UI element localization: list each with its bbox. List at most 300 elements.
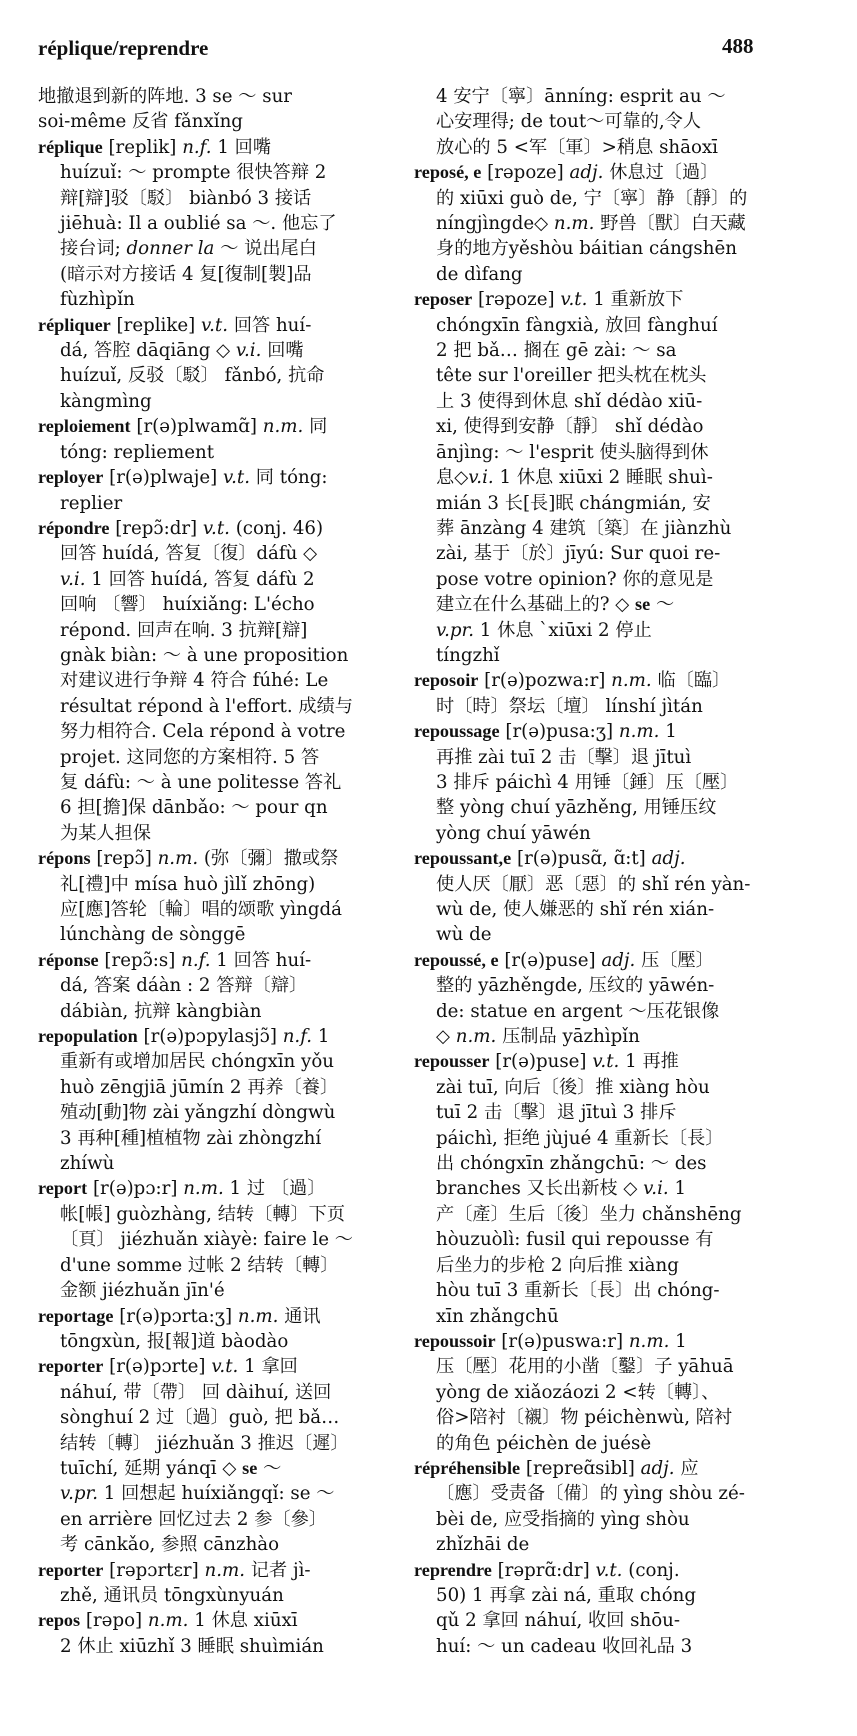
dictionary-line (414, 948, 812, 973)
entry-text: 1 再推 (619, 1051, 679, 1073)
headword: reposé, e (414, 162, 482, 183)
entry-text: 1 回嘴 (211, 136, 272, 158)
dictionary-line (38, 745, 421, 770)
entry-text: 身的地方yěshòu báitian cángshēn (436, 238, 737, 260)
dictionary-line (38, 1405, 421, 1430)
entry-text: 1 拿回 (238, 1356, 298, 1378)
dictionary-line (414, 541, 812, 566)
dictionary-line (414, 1253, 812, 1278)
dictionary-line (414, 1634, 812, 1659)
entry-text: kàngmìng (60, 390, 152, 412)
entry-text: (弥〔彌〕撒或祭 (198, 848, 339, 870)
entry-text: 心安理得; de tout～可靠的,令人 (436, 111, 702, 133)
dictionary-line (414, 1329, 812, 1354)
entry-text: 2 休止 xiūzhǐ 3 睡眠 shuìmián (60, 1635, 324, 1657)
part-of-speech: adj. (601, 949, 636, 971)
entry-text: [repɔ̃:dr] (109, 517, 203, 539)
dictionary-line (414, 719, 812, 744)
entry-text: 息◇ (436, 467, 469, 489)
entry-text: dábiàn, 抗辩 kàngbiàn (60, 1000, 262, 1022)
entry-text: níngjìngde◇ (436, 213, 554, 235)
entry-text: [rəprɑ̃:dr] (491, 1559, 596, 1581)
headword: répliquer (38, 314, 111, 335)
entry-text: 1 (312, 1026, 330, 1048)
part-of-speech: n.f. (182, 136, 212, 158)
entry-text: chóngxīn fàngxià, 放回 fànghuí (436, 314, 718, 336)
entry-text: 应 (674, 1457, 699, 1479)
dictionary-line (414, 1126, 812, 1151)
headword: se (635, 594, 651, 615)
entry-text: 礼[禮]中 mísa huò jìlǐ zhōng) (60, 873, 316, 895)
part-of-speech: adj. (640, 1457, 675, 1479)
entry-text: 时〔時〕祭坛〔壇〕 línshí jìtán (436, 695, 703, 717)
entry-text: ānjìng: ～ l'esprit 使头脑得到休 (436, 441, 709, 463)
dictionary-line (38, 694, 421, 719)
entry-text: 俗>陪衬〔襯〕物 péichènwù, 陪衬 (436, 1407, 733, 1429)
entry-text: (conj. 46) (229, 517, 324, 539)
entry-text: [r(ə)plwaje] (103, 467, 224, 489)
headword: repoussage (414, 721, 500, 742)
entry-text: 整的 yāzhěngde, 压纹的 yāwén- (436, 975, 715, 997)
dictionary-line (38, 109, 421, 134)
entry-text: de: statue en argent ～压花银像 (436, 1000, 720, 1022)
entry-text: 3 排斥 páichì 4 用锤〔錘〕压〔壓〕 (436, 771, 739, 793)
dictionary-line (414, 1176, 812, 1201)
entry-text: 回嘴 (261, 340, 304, 362)
dictionary-line (38, 1075, 421, 1100)
dictionary-line (414, 770, 812, 795)
entry-text: [repreɑ̃sibl] (520, 1457, 641, 1479)
dictionary-line (38, 1100, 421, 1125)
dictionary-line (38, 770, 421, 795)
dictionary-line (38, 897, 421, 922)
entry-text: hòuzuòlì: fusil qui repousse 有 (436, 1229, 714, 1251)
dictionary-line (38, 999, 421, 1024)
dictionary-line (414, 1354, 812, 1379)
entry-text: huí: ～ un cadeau 收回礼品 3 (436, 1635, 693, 1657)
entry-text: jiēhuà: Il a oublié sa ～. 他忘了 (60, 213, 337, 235)
dictionary-line (38, 973, 421, 998)
headword: reploiement (38, 416, 131, 437)
dictionary-line (38, 1304, 421, 1329)
dictionary-line (38, 1558, 421, 1583)
dictionary-line (38, 872, 421, 897)
part-of-speech: adj. (569, 162, 604, 184)
dictionary-line (414, 516, 812, 541)
entry-text: replier (60, 492, 123, 514)
dictionary-line (414, 287, 812, 312)
part-of-speech: n.m. (157, 848, 199, 870)
dictionary-line (38, 1354, 421, 1379)
entry-text: wù de (436, 924, 492, 946)
dictionary-line (414, 1532, 812, 1557)
dictionary-line (414, 465, 812, 490)
part-of-speech: n.m. (204, 1559, 246, 1581)
entry-text: 接台词; (60, 238, 127, 260)
dictionary-line (38, 491, 421, 516)
entry-text: 地撤退到新的阵地. 3 se ～ sur (38, 86, 293, 107)
dictionary-line (38, 1126, 421, 1151)
entry-text: [r(ə)puswa:r] (495, 1330, 629, 1352)
dictionary-line (414, 1304, 812, 1329)
dictionary-line (414, 1202, 812, 1227)
entry-text: tōngxùn, 报[報]道 bàodào (60, 1330, 289, 1352)
dictionary-line (38, 211, 421, 236)
headword: repoussé, e (414, 949, 499, 970)
dictionary-line (38, 465, 421, 490)
headword: reployer (38, 467, 104, 488)
dictionary-line (414, 1405, 812, 1430)
entry-text: 回响 〔響〕 huíxiǎng: L'écho (60, 594, 315, 616)
dictionary-line (414, 922, 812, 947)
entry-text: tuīchí, 延期 yánqī ◇ (60, 1457, 243, 1479)
entry-text: ～ (257, 1457, 282, 1479)
dictionary-line (38, 1329, 421, 1354)
dictionary-line (414, 186, 812, 211)
dictionary-line (414, 109, 812, 134)
entry-text: yòng de xiǎozáozi 2 <转〔轉〕、 (436, 1381, 720, 1403)
entry-text: tóng: repliement (60, 441, 215, 463)
dictionary-line (38, 389, 421, 414)
entry-text: répond. 回声在响. 3 抗辩[辯] (60, 619, 308, 641)
headword: reprendre (414, 1559, 492, 1580)
entry-text: 金额 jiézhuǎn jīn'é (60, 1280, 225, 1302)
entry-text: qǔ 2 拿回 náhuí, 收回 shōu- (436, 1610, 681, 1632)
dictionary-line (414, 1583, 812, 1608)
dictionary-line (38, 516, 421, 541)
entry-text: gnàk biàn: ～ à une proposition (60, 644, 349, 666)
dictionary-line (414, 1481, 812, 1506)
entry-text: 出 chóngxīn zhǎngchū: ～ des (436, 1153, 707, 1175)
dictionary-line (38, 1583, 421, 1608)
dictionary-line (414, 1456, 812, 1481)
dictionary-line (414, 1558, 812, 1583)
entry-text: wù de, 使人嫌恶的 shǐ rén xián- (436, 899, 715, 920)
part-of-speech: v.pr. (436, 619, 475, 641)
dictionary-line (38, 1532, 421, 1557)
entry-text: 1 (668, 1178, 687, 1200)
headword: repoussant,e (414, 848, 512, 869)
dictionary-line (38, 1634, 421, 1659)
part-of-speech: n.f. (282, 1026, 313, 1048)
dictionary-line (38, 795, 421, 820)
entry-text: ～ (650, 594, 675, 616)
entry-text: 产〔產〕生后〔後〕坐力 chǎnshēng (436, 1203, 742, 1225)
dictionary-line (414, 211, 812, 236)
entry-text: projet. 这同您的方案相符. 5 答 (60, 746, 320, 768)
dictionary-line (414, 262, 812, 287)
entry-text: [r(ə)pɔpylasjɔ̃] (137, 1026, 283, 1048)
part-of-speech: v.t. (560, 289, 588, 311)
part-of-speech: v.t. (201, 314, 229, 336)
dictionary-line (414, 1075, 812, 1100)
running-head: réplique/reprendre (38, 36, 209, 60)
dictionary-line (414, 491, 812, 516)
headword: reporter (38, 1356, 104, 1377)
entry-text: 再推 zài tuī 2 击〔擊〕退 jītuì (436, 746, 692, 768)
entry-text: [r(ə)pozwa:r] (478, 670, 612, 692)
dictionary-line (414, 567, 812, 592)
entry-text: huízuǐ: ～ prompte 很快答辩 2 (60, 162, 327, 184)
dictionary-line (38, 541, 421, 566)
dictionary-line (414, 363, 812, 388)
dictionary-line (38, 948, 421, 973)
entry-text: 1 休息 `xiūxi 2 停止 (474, 619, 652, 641)
entry-text: 1 重新放下 (587, 289, 684, 311)
dictionary-line (414, 236, 812, 261)
dictionary-line (38, 1456, 421, 1481)
dictionary-line (38, 1507, 421, 1532)
dictionary-line (38, 821, 421, 846)
headword: réplique (38, 136, 103, 157)
dictionary-line (414, 1100, 812, 1125)
entry-text: [replike] (110, 314, 202, 336)
entry-text: 应[應]答轮〔輪〕唱的颂歌 yìngdá (60, 899, 342, 920)
entry-text: 回答 huídá, 答复〔復〕dáfù ◇ (60, 543, 318, 565)
dictionary-line (38, 1608, 421, 1633)
dictionary-line (38, 262, 421, 287)
entry-text: 同 tóng: (250, 467, 328, 489)
entry-text: lúnchàng de sònggē (60, 924, 246, 946)
entry-text: [r(ə)plwamɑ̃] (130, 416, 263, 438)
entry-text: 通讯 (278, 1305, 321, 1327)
dictionary-line (38, 363, 421, 388)
entry-text: 3 再种[種]植植物 zài zhòngzhí (60, 1127, 322, 1149)
entry-text: [rəpoze] (481, 162, 570, 184)
entry-text: dá, 答案 dáàn : 2 答辩〔辯〕 (60, 975, 308, 997)
dictionary-line (38, 1049, 421, 1074)
dictionary-line (414, 1151, 812, 1176)
entry-text: 1 (659, 721, 677, 743)
entry-text: 1 过 〔過〕 (223, 1178, 326, 1200)
part-of-speech: v.i. (235, 340, 262, 362)
dictionary-line (38, 1176, 421, 1201)
page-number: 488 (722, 34, 754, 58)
entry-text: [rəpɔrtɛr] (103, 1559, 205, 1581)
dictionary-line (38, 719, 421, 744)
dictionary-line (38, 1151, 421, 1176)
entry-text: pose votre opinion? 你的意见是 (436, 568, 714, 590)
entry-text: 辩[辯]驳〔駁〕 biànbó 3 接话 (60, 187, 312, 209)
dictionary-line (414, 338, 812, 363)
entry-text: zài, 基于〔於〕jīyú: Sur quoi re- (436, 543, 721, 565)
entry-text: [repɔ̃] (90, 848, 158, 870)
headword: se (242, 1457, 258, 1478)
part-of-speech: n.m. (455, 1026, 497, 1048)
part-of-speech: n.m. (618, 721, 660, 743)
dictionary-line (414, 1380, 812, 1405)
dictionary-line (414, 389, 812, 414)
headword: repos (38, 1610, 81, 1631)
entry-text: yòng chuí yāwén (436, 822, 591, 844)
entry-text: 6 担[擔]保 dānbǎo: ～ pour qn (60, 797, 328, 819)
entry-text: ◇ (436, 1026, 456, 1048)
part-of-speech: n.m. (628, 1330, 670, 1352)
entry-text: 压制品 yāzhìpǐn (496, 1026, 640, 1048)
entry-text: 2 把 bǎ… 搁在 gē zài: ～ sa (436, 340, 677, 362)
entry-text: 1 休息 xiūxī (188, 1610, 298, 1632)
dictionary-line (414, 1049, 812, 1074)
entry-text: 为某人担保 (60, 822, 151, 844)
entry-text: 努力相符合. Cela répond à votre (60, 721, 346, 743)
entry-text: 建立在什么基础上的? ◇ (436, 594, 635, 616)
dictionary-line (38, 440, 421, 465)
dictionary-line (414, 1431, 812, 1456)
part-of-speech: v.i. (643, 1178, 669, 1200)
entry-text: náhuí, 带〔帶〕 回 dàihuí, 送回 (60, 1381, 332, 1403)
dictionary-line (38, 668, 421, 693)
entry-text: 葬 ānzàng 4 建筑〔築〕在 jiànzhù (436, 517, 732, 539)
entry-text: hòu tuī 3 重新长〔長〕出 chóng- (436, 1280, 720, 1302)
part-of-speech: n.m. (611, 670, 652, 692)
dictionary-line (414, 745, 812, 770)
entry-text: tête sur l'oreiller 把头枕在枕头 (436, 365, 707, 387)
entry-text: branches 又长出新枝 ◇ (436, 1178, 644, 1200)
entry-text: 1 休息 xiūxi 2 睡眠 shuì- (493, 467, 713, 489)
dictionary-line (38, 160, 421, 185)
dictionary-line (414, 313, 812, 338)
headword: reposer (414, 289, 473, 310)
entry-text: 压〔壓〕花用的小凿〔鑿〕子 yāhuā (436, 1356, 734, 1378)
entry-text: 对建议进行争辩 4 符合 fúhé: Le (60, 670, 329, 692)
entry-text: 结转〔轉〕 jiézhuǎn 3 推迟〔遲〕 (60, 1432, 349, 1454)
entry-text: [rəpo] (80, 1610, 148, 1632)
entry-text: 4 安宁〔寧〕ānníng: esprit au ～ (436, 86, 726, 107)
entry-text: 重新有或增加居民 chóngxīn yǒu (60, 1051, 334, 1073)
part-of-speech: n.m. (183, 1178, 224, 1200)
dictionary-line (414, 999, 812, 1024)
right-column (414, 84, 812, 1724)
part-of-speech: v.t. (595, 1559, 623, 1581)
dictionary-line (38, 1431, 421, 1456)
entry-text: [r(ə)pusa:ʒ] (499, 721, 619, 743)
part-of-speech: v.t. (592, 1051, 620, 1073)
entry-text: bèi de, 应受指摘的 yìng shòu (436, 1508, 690, 1530)
entry-text: 的角色 péichèn de juésè (436, 1432, 652, 1454)
entry-text: tuī 2 击〔擊〕退 jītuì 3 排斥 (436, 1102, 677, 1124)
dictionary-line (414, 1507, 812, 1532)
entry-text: 野兽〔獸〕白天藏 (594, 213, 746, 235)
dictionary-line (414, 1608, 812, 1633)
dictionary-line (38, 287, 421, 312)
dictionary-line (38, 1481, 421, 1506)
part-of-speech: v.t. (223, 467, 251, 489)
dictionary-line (38, 414, 421, 439)
entry-text: 上 3 使得到休息 shǐ dédào xiū- (436, 390, 703, 412)
headword: répondre (38, 517, 110, 538)
entry-text: [r(ə)puse] (498, 949, 602, 971)
part-of-speech: donner la (126, 238, 215, 260)
entry-text: 整 yòng chuí yāzhěng, 用锤压纹 (436, 797, 717, 819)
dictionary-line (38, 236, 421, 261)
entry-text: 使人厌〔厭〕恶〔惡〕的 shǐ rén yàn- (436, 873, 751, 895)
entry-text: 休息过〔過〕 (603, 162, 719, 184)
entry-text: 放心的 5 <军〔軍〕>稍息 shāoxī (436, 136, 718, 158)
dictionary-line (38, 1380, 421, 1405)
dictionary-line (38, 1024, 421, 1049)
entry-text: 〔頁〕 jiézhuǎn xiàyè: faire le ～ (60, 1229, 353, 1251)
dictionary-line (38, 846, 421, 871)
entry-text: páichì, 拒绝 jùjué 4 重新长〔長〕 (436, 1127, 724, 1149)
part-of-speech: n.m. (147, 1610, 189, 1632)
entry-text: 50) 1 再拿 zài ná, 重取 chóng (436, 1584, 697, 1606)
entry-text: [rəpoze] (472, 289, 561, 311)
headword: répons (38, 848, 91, 869)
entry-text: 复 dáfù: ～ à une politesse 答礼 (60, 771, 342, 793)
dictionary-line (414, 414, 812, 439)
dictionary-line (38, 618, 421, 643)
dictionary-line (38, 313, 421, 338)
dictionary-line (38, 1202, 421, 1227)
part-of-speech: n.m. (237, 1305, 279, 1327)
dictionary-line (414, 1227, 812, 1252)
dictionary-line (38, 643, 421, 668)
headword: repoussoir (414, 1330, 496, 1351)
entry-text: 1 回答 huí- (210, 949, 312, 971)
entry-text: soi-même 反省 fǎnxǐng (38, 111, 243, 133)
dictionary-line (414, 84, 812, 109)
entry-text: zhǐzhāi de (436, 1534, 530, 1556)
entry-text: 同 (303, 416, 328, 438)
dictionary-line (38, 84, 421, 109)
entry-text: 1 回想起 huíxiǎngqǐ: se ～ (98, 1483, 335, 1505)
dictionary-line (38, 186, 421, 211)
entry-text: (暗示对方接话 4 复[復制[製]品 (60, 263, 312, 285)
entry-text: 后坐力的步枪 2 向后推 xiàng (436, 1254, 679, 1276)
entry-text: dá, 答腔 dāqiāng ◇ (60, 340, 236, 362)
entry-text: fùzhìpǐn (60, 289, 135, 311)
dictionary-line (414, 846, 812, 871)
dictionary-line (38, 1278, 421, 1303)
part-of-speech: n.m. (262, 416, 304, 438)
entry-text: ～ 说出尾白 (214, 238, 317, 260)
entry-text: 的 xiūxi guò de, 宁〔寧〕静〔靜〕的 (436, 187, 748, 209)
entry-text: [r(ə)puse] (489, 1051, 593, 1073)
entry-text: 回答 huí- (228, 314, 312, 336)
entry-text: [r(ə)pɔ:r] (87, 1178, 184, 1200)
headword: report (38, 1178, 88, 1199)
dictionary-line (38, 1227, 421, 1252)
entry-text: [repɔ̃:s] (98, 949, 182, 971)
headword: repopulation (38, 1026, 138, 1047)
dictionary-line (414, 643, 812, 668)
dictionary-line (38, 338, 421, 363)
entry-text: 殖动[動]物 zài yǎngzhí dòngwù (60, 1102, 336, 1124)
entry-text: [replik] (102, 136, 183, 158)
part-of-speech: n.m. (553, 213, 595, 235)
entry-text: 〔應〕受责备〔備〕的 yìng shòu zé- (436, 1483, 745, 1505)
part-of-speech: v.t. (202, 517, 230, 539)
part-of-speech: v.i. (468, 467, 494, 489)
dictionary-line (38, 567, 421, 592)
dictionary-line (414, 821, 812, 846)
entry-text: zài tuī, 向后〔後〕推 xiàng hòu (436, 1076, 710, 1098)
headword: réponse (38, 949, 99, 970)
dictionary-line (414, 592, 812, 617)
entry-text: huò zēngjiā jūmín 2 再养〔養〕 (60, 1076, 339, 1098)
headword: repousser (414, 1051, 490, 1072)
entry-text: 1 回答 huídá, 答复 dáfù 2 (85, 568, 315, 590)
entry-text: 压〔壓〕 (635, 949, 714, 971)
entry-text: 考 cānkǎo, 参照 cānzhào (60, 1534, 280, 1556)
dictionary-line (414, 973, 812, 998)
entry-text: zhě, 通讯员 tōngxùnyuán (60, 1584, 284, 1606)
dictionary-line (414, 795, 812, 820)
entry-text: 临〔臨〕 (651, 670, 731, 692)
entry-text: (conj. (622, 1559, 680, 1581)
dictionary-line (38, 592, 421, 617)
entry-text: xīn zhǎngchū (436, 1305, 559, 1327)
